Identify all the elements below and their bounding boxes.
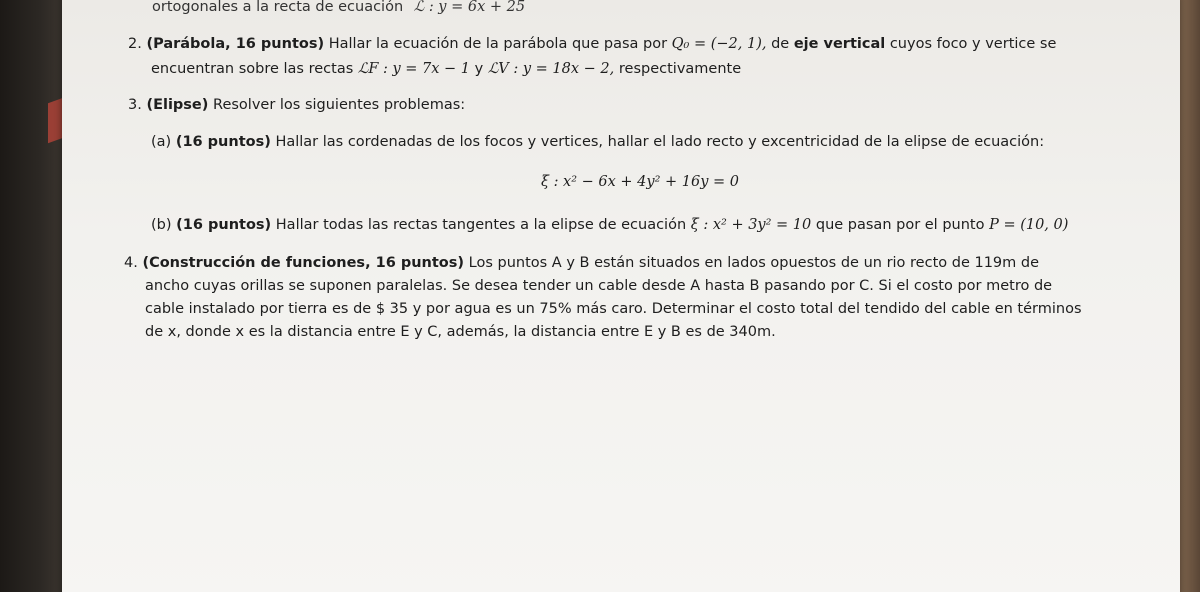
- problem-3-number: 3.: [128, 97, 142, 113]
- problem-2-point-q: Q₀ = (−2, 1),: [671, 36, 767, 52]
- problem-2-number: 2.: [128, 36, 142, 52]
- problem-2-conj: y: [474, 61, 484, 77]
- problem-3b-text-b: que pasan por el punto: [815, 217, 985, 233]
- problem-2-title: (Parábola, 16 puntos): [146, 36, 325, 52]
- problem-3a-equation: ξ : x² − 6x + 4y² + 16y = 0: [540, 174, 740, 190]
- problem-4-text-1: Los puntos A y B están situados en lados opuestos de un rio recto de 119m de: [468, 255, 1040, 271]
- problem-3b-label: (b): [151, 217, 172, 233]
- problem-4-line-2: ancho cuyas orillas se suponen paralelas. Se desea tender un cable desde A hasta B pasando por C. Si el costo por metro de: [145, 278, 1053, 294]
- problem-2-line-f: ℒF : y = 7x − 1: [357, 61, 471, 77]
- problem-2-text-a: Hallar la ecuación de la parábola que pasa por: [328, 36, 668, 52]
- problem-3b-text-a: Hallar todas las rectas tangentes a la elipse de ecuación: [275, 217, 687, 233]
- problem-2-line-1: [128, 34, 1056, 55]
- problem-3a: [151, 132, 1044, 153]
- problem-3-intro: Resolver los siguientes problemas:: [213, 97, 466, 113]
- top-line: [152, 0, 525, 18]
- problem-2-text-c: cuyos foco y vertice se: [889, 36, 1057, 52]
- problem-3b-point: P = (10, 0): [989, 217, 1069, 233]
- problem-4-title: (Construcción de funciones, 16 puntos): [142, 255, 465, 271]
- problem-4-line-3: cable instalado por tierra es de $ 35 y por agua es un 75% más caro. Determinar el costo total del tendido del cable en términos: [145, 301, 1082, 317]
- problem-3-header: [128, 95, 465, 116]
- problem-2-line-v: ℒV : y = 18x − 2,: [487, 61, 615, 77]
- problem-3b-points: (16 puntos): [176, 217, 272, 233]
- problem-3a-label: (a): [151, 134, 172, 150]
- problem-2-bold-axis: eje vertical: [793, 36, 886, 52]
- problem-2-text-b: de: [771, 36, 790, 52]
- problem-3-title: (Elipse): [146, 97, 209, 113]
- problem-2-respectively: respectivamente: [618, 61, 742, 77]
- problem-3a-text: Hallar las cordenadas de los focos y vertices, hallar el lado recto y excentricidad de la elipse de ecuación:: [275, 134, 1045, 150]
- problem-4-line-1: [124, 253, 1039, 274]
- top-line-equation: ℒ : y = 6x + 25: [413, 0, 526, 15]
- problem-2-line-2: [151, 59, 741, 80]
- problem-2-line-2-text: encuentran sobre las rectas: [151, 61, 354, 77]
- problem-3a-points: (16 puntos): [175, 134, 271, 150]
- top-line-text: ortogonales a la recta de ecuación: [152, 0, 404, 15]
- problem-4-line-4: de x, donde x es la distancia entre E y C, además, la distancia entre E y B es de 340m.: [145, 324, 776, 340]
- problem-4-number: 4.: [124, 255, 138, 271]
- problem-3b-equation: ξ : x² + 3y² = 10: [690, 217, 812, 233]
- problem-3b: [151, 215, 1068, 236]
